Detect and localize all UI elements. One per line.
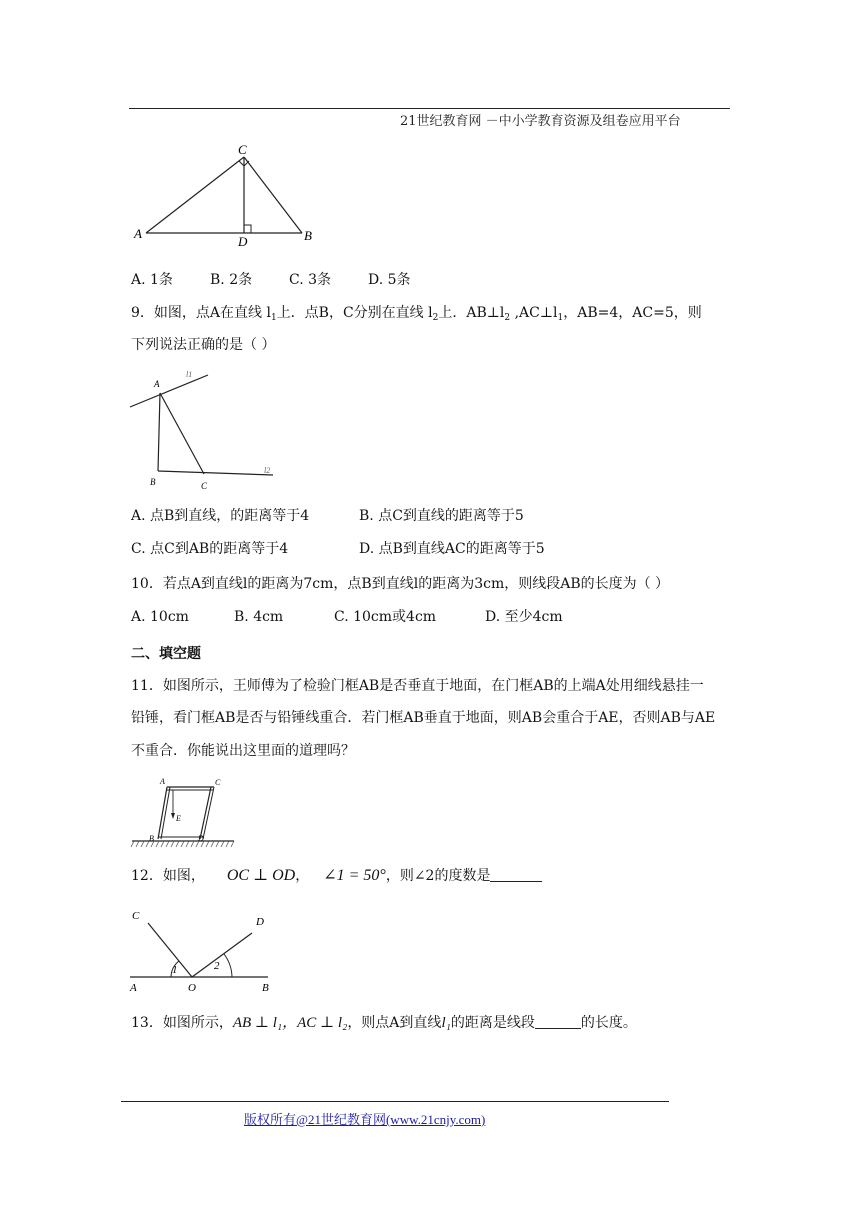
q8-option-d: D. 5条 <box>368 272 411 288</box>
q9-label-C: C <box>201 481 208 491</box>
q12-label-C: C <box>132 910 140 922</box>
q12-figure <box>128 903 278 993</box>
q12-label-angle1: 1 <box>172 964 178 976</box>
header-rule <box>129 108 730 109</box>
q12-label-A: A <box>130 982 137 993</box>
q9-option-a: A. 点B到直线，的距离等于4 <box>131 508 310 524</box>
q9-text-b: 上．点B，C分别在直线 l <box>276 305 433 321</box>
q8-option-c: C. 3条 <box>289 272 332 288</box>
q8-label-B: B <box>304 228 312 243</box>
q9-text-c: 上．AB⊥l <box>438 305 505 321</box>
q10-option-d: D. 至少4cm <box>485 609 563 625</box>
q11-label-D: D <box>198 834 204 843</box>
q11-label-A: A <box>160 777 165 786</box>
q13-math: AB ⊥ l₁，AC ⊥ l₂ <box>232 1015 348 1031</box>
q9-text-d: ,AC⊥l <box>510 305 558 321</box>
q10-option-b: B. 4cm <box>234 609 284 625</box>
q13-stem <box>131 1013 637 1033</box>
q13-prefix: 13．如图所示， <box>131 1015 233 1031</box>
q8-option-a: A. 1条 <box>131 272 173 288</box>
q12-suffix: ，则∠2的度数是 <box>385 868 491 884</box>
q12-label-O: O <box>188 982 196 993</box>
q9-option-c: C. 点C到AB的距离等于4 <box>131 541 289 557</box>
q13-tail: 的长度。 <box>580 1015 637 1031</box>
q13-mid: ，则点A到直线 <box>347 1015 442 1031</box>
q12-math-angle: ∠1 = 50° <box>323 867 386 884</box>
q12-label-angle2: 2 <box>214 960 220 972</box>
q9-stem-line1: 9．如图，点A在直线 $l_1$上．点B，C分别在直线 $l_2$上．$AB\perp l_2$ $,AC\perp l_1$，AB=4，AC=5，则 <box>131 305 702 323</box>
q11-label-B: B <box>149 834 154 843</box>
q9-stem-line2: 下列说法正确的是（ ） <box>131 337 276 353</box>
footer-rule <box>121 1101 669 1102</box>
q9-label-B: B <box>150 477 156 487</box>
q8-label-A: A <box>134 226 142 241</box>
q9-text-a: 9．如图，点A在直线 l <box>131 305 271 321</box>
q12-prefix: 12．如图， <box>131 868 205 884</box>
q9-option-d: D. 点B到直线AC的距离等于5 <box>359 541 545 557</box>
q12-math-perp: OC ⊥ OD <box>226 867 296 884</box>
q8-figure <box>130 140 330 250</box>
q8-option-b: B. 2条 <box>210 272 253 288</box>
q8-label-C: C <box>238 142 247 157</box>
q12-answer-blank[interactable] <box>490 867 542 882</box>
q13-suffix: 的距离是线段 <box>450 1015 535 1031</box>
q11-label-E: E <box>176 814 181 823</box>
q9-figure <box>128 365 288 495</box>
q9-option-b: B. 点C到直线的距离等于5 <box>359 508 524 524</box>
q11-stem-line2: 铅锤，看门框AB是否与铅锤线重合．若门框AB垂直于地面，则AB会重合于AE，否则AB与AE <box>131 710 716 726</box>
header-text: 21世纪教育网 －中小学教育资源及组卷应用平台 <box>400 114 681 129</box>
q11-stem-line3: 不重合．你能说出这里面的道理吗？ <box>131 743 355 759</box>
q11-stem-line1: 11．如图所示，王师傅为了检验门框AB是否垂直于地面，在门框AB的上端A处用细线悬挂一 <box>131 678 704 694</box>
q13-answer-blank[interactable] <box>535 1014 581 1029</box>
q12-label-D: D <box>256 916 264 928</box>
q11-label-C: C <box>215 778 221 787</box>
section-title: 二、填空题 <box>131 646 201 662</box>
q12-sep: ， <box>295 868 310 884</box>
q13-math-l1: l₁ <box>441 1015 451 1031</box>
footer-link[interactable]: 版权所有@21世纪教育网(www.21cnjy.com) <box>244 1112 486 1127</box>
q9-label-A: A <box>154 379 160 389</box>
q12-stem <box>131 866 542 886</box>
q9-text-e: ，AB=4，AC=5，则 <box>563 305 702 321</box>
q10-stem: 10．若点A到直线l的距离为7cm，点B到直线l的距离为3cm，则线段AB的长度为（ ） <box>131 576 670 592</box>
q8-label-D: D <box>238 234 248 249</box>
q11-figure <box>130 775 240 855</box>
q9-label-l2: l2 <box>264 466 271 475</box>
q10-option-a: A. 10cm <box>131 609 189 625</box>
q9-label-l1: l1 <box>186 370 193 379</box>
q12-label-B: B <box>262 982 269 993</box>
q10-option-c: C. 10cm或4cm <box>334 609 437 625</box>
